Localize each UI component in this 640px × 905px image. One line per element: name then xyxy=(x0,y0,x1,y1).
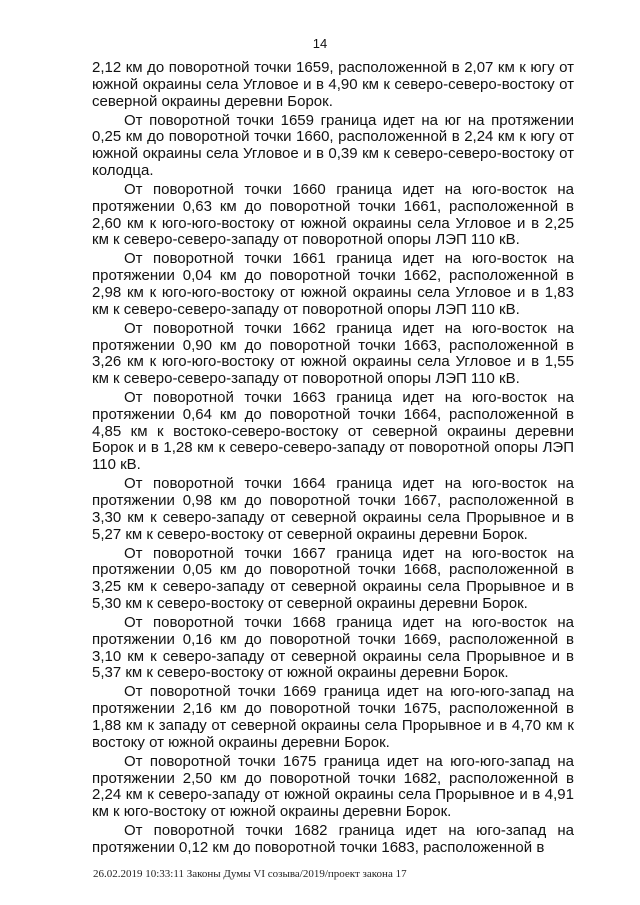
paragraph: От поворотной точки 1664 граница идет на юго-восток на протяжении 0,98 км до поворотной точки 1667, расположенной в 3,30 км к северо-западу от северной окраины села Прорывное и в 5,27 км к северо-востоку от северной окраины деревни Борок. xyxy=(92,475,574,543)
paragraph: От поворотной точки 1667 граница идет на юго-восток на протяжении 0,05 км до поворотной точки 1668, расположенной в 3,25 км к северо-западу от северной окраины села Прорывное и в 5,30 км к северо-востоку от северной окраины деревни Борок. xyxy=(92,544,574,613)
paragraph: От поворотной точки 1669 граница идет на юго-юго-запад на протяжении 2,16 км до поворотной точки 1675, расположенной в 1,88 км к западу от северной окраины села Прорывное и в 4,70 км к востоку от южной окраины деревни Борок. xyxy=(92,683,574,751)
paragraph: От поворотной точки 1668 граница идет на юго-восток на протяжении 0,16 км до поворотной точки 1669, расположенной в 3,10 км к северо-западу от северной окраины села Прорывное и в 5,37 км к северо-востоку от южной окраины деревни Борок. xyxy=(92,614,574,682)
page-number: 14 xyxy=(312,36,328,51)
paragraph: От поворотной точки 1660 граница идет на юго-восток на протяжении 0,63 км до поворотной точки 1661, расположенной в 2,60 км к юго-юго-востоку от южной окраины села Угловое и в 2,25 км к северо-северо-западу от поворотной опоры ЛЭП 110 кВ. xyxy=(92,180,574,249)
paragraph: От поворотной точки 1661 граница идет на юго-восток на протяжении 0,04 км до поворотной точки 1662, расположенной в 2,98 км к юго-юго-востоку от южной окраины села Угловое и в 1,83 км к северо-северо-западу от поворотной опоры ЛЭП 110 кВ. xyxy=(92,250,574,318)
page-footer: 26.02.2019 10:33:11 Законы Думы VI созыва/2019/проект закона 17 xyxy=(93,868,407,880)
paragraph: 2,12 км до поворотной точки 1659, расположенной в 2,07 км к югу от южной окраины села Угловое и в 4,90 км к северо-северо-востоку от северной окраины деревни Борок. xyxy=(92,59,574,110)
paragraph: От поворотной точки 1663 граница идет на юго-восток на протяжении 0,64 км до поворотной точки 1664, расположенной в 4,85 км к востоко-северо-востоку от северной окраины деревни Борок и в 1,28 км к северо-северо-западу от поворотной опоры ЛЭП 110 кВ. xyxy=(92,389,574,474)
paragraph: От поворотной точки 1662 граница идет на юго-восток на протяжении 0,90 км до поворотной точки 1663, расположенной в 3,26 км к юго-юго-востоку от южной окраины села Угловое и в 1,55 км к северо-северо-западу от поворотной опоры ЛЭП 110 кВ. xyxy=(92,319,574,388)
paragraph: От поворотной точки 1659 граница идет на юг на протяжении 0,25 км до поворотной точки 1660, расположенной в 2,24 км к югу от южной окраины села Угловое и в 0,39 км к северо-северо-востоку от колодца. xyxy=(92,111,574,179)
document-body xyxy=(92,60,574,859)
paragraph: От поворотной точки 1682 граница идет на юго-запад на протяжении 0,12 км до поворотной точки 1683, расположенной в xyxy=(92,822,574,856)
paragraph: От поворотной точки 1675 граница идет на юго-юго-запад на протяжении 2,50 км до поворотной точки 1682, расположенной в 2,24 км к северо-западу от южной окраины села Прорывное и в 4,91 км к юго-востоку от южной окраины деревни Борок. xyxy=(92,752,574,821)
